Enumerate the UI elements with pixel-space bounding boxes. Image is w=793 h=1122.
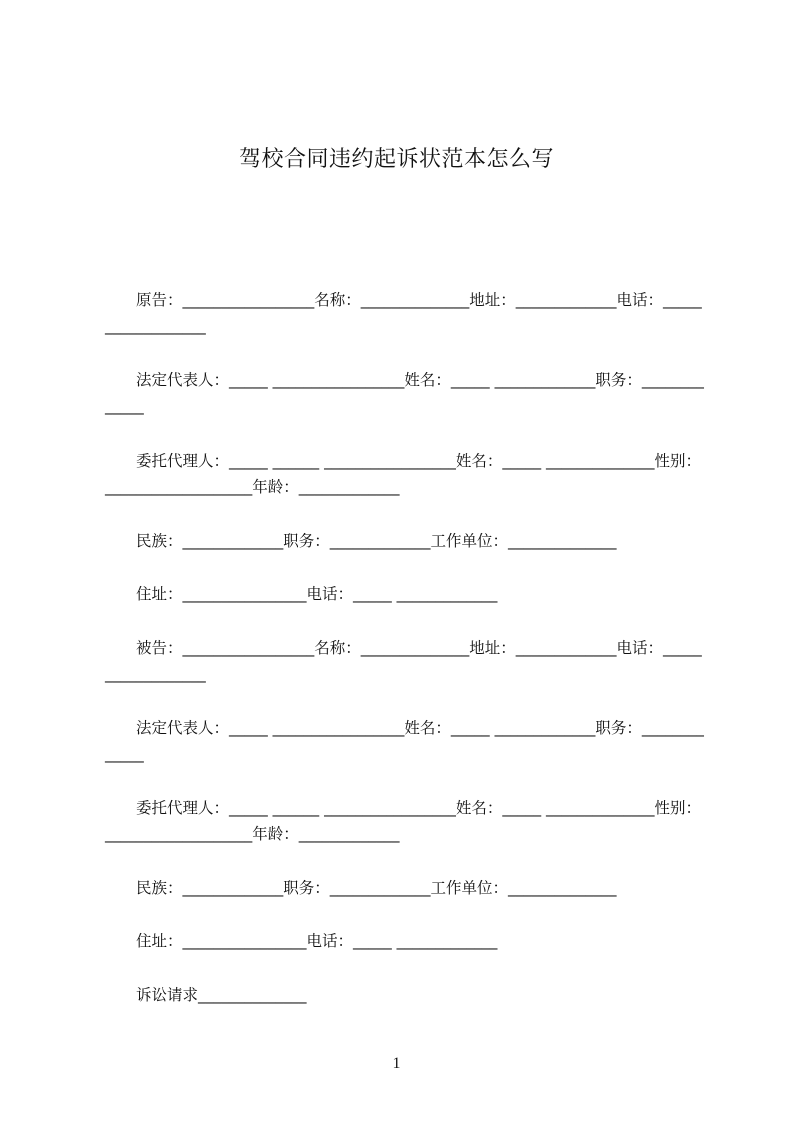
plaintiff-ethnicity-line: 民族：_____________职务：_____________工作单位：______________: [136, 532, 617, 550]
plaintiff-address-line: 住址：________________电话：_____ _____________: [136, 585, 498, 603]
defendant-address-line: 住址：________________电话：_____ _____________: [136, 932, 498, 950]
document-title: 驾校合同违约起诉状范本怎么写: [238, 147, 554, 172]
page-number: 1: [392, 1055, 401, 1072]
defendant-agent-line: 委托代理人：_____ ______ _________________姓名：_____ ______________性别：___________________年龄：_____________: [105, 799, 702, 843]
plaintiff-agent-line: 委托代理人：_____ ______ _________________姓名：_____ ______________性别：___________________年龄：_____________: [105, 452, 702, 496]
claims-line: 诉讼请求______________: [136, 986, 307, 1004]
defendant-legal-representative-line: 法定代表人：_____ _________________姓名：_____ _____________职务：_____________: [105, 719, 704, 763]
defendant-ethnicity-line: 民族：_____________职务：_____________工作单位：______________: [136, 879, 617, 897]
plaintiff-line: 原告：_________________名称：______________地址：_____________电话：_____ _____________: [105, 291, 707, 335]
plaintiff-legal-representative-line: 法定代表人：_____ _________________姓名：_____ _____________职务：_____________: [105, 371, 704, 415]
defendant-line: 被告：_________________名称：______________地址：_____________电话：_____ _____________: [105, 639, 707, 683]
